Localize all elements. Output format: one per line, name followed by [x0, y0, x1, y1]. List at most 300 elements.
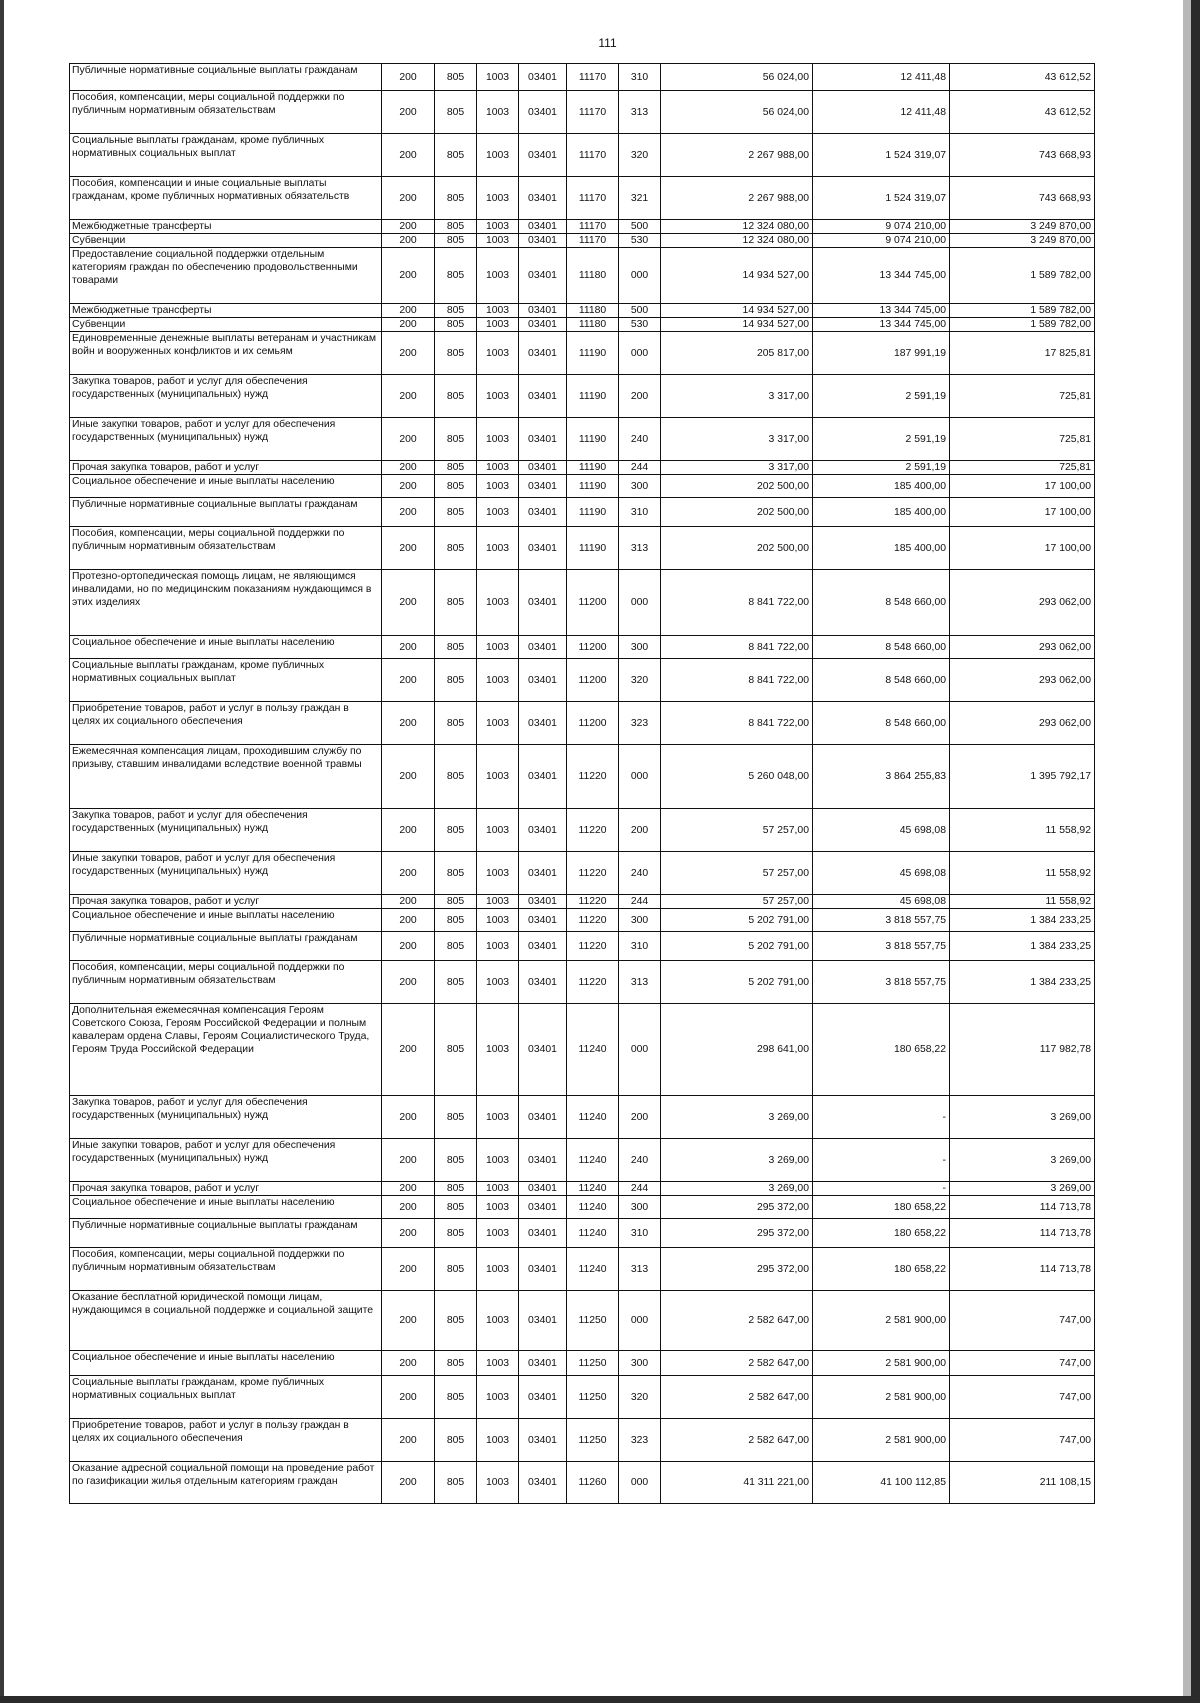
row-code-direction: 11170 — [567, 64, 619, 91]
row-code-section: 805 — [435, 570, 477, 636]
row-code-subsection: 1003 — [477, 1004, 519, 1096]
table-row — [70, 375, 1095, 418]
row-code-admin: 200 — [382, 318, 435, 332]
row-code-expense-type: 310 — [619, 1219, 661, 1248]
row-code-section: 805 — [435, 248, 477, 304]
row-planned-amount: 298 641,00 — [661, 1004, 813, 1096]
row-code-admin: 200 — [382, 1139, 435, 1182]
table-row — [70, 234, 1095, 248]
row-remaining-amount: 747,00 — [950, 1419, 1095, 1462]
row-code-subsection: 1003 — [477, 177, 519, 220]
row-code-admin: 200 — [382, 745, 435, 809]
row-executed-amount: 9 074 210,00 — [813, 220, 950, 234]
row-code-direction: 11220 — [567, 745, 619, 809]
row-code-expense-type: 323 — [619, 702, 661, 745]
row-remaining-amount: 117 982,78 — [950, 1004, 1095, 1096]
row-executed-amount: - — [813, 1096, 950, 1139]
row-code-section: 805 — [435, 234, 477, 248]
row-code-expense-type: 300 — [619, 1351, 661, 1376]
row-name: Закупка товаров, работ и услуг для обеспечения государственных (муниципальных) нужд — [70, 809, 382, 852]
row-code-direction: 11190 — [567, 461, 619, 475]
row-code-admin: 200 — [382, 702, 435, 745]
row-code-direction: 11240 — [567, 1139, 619, 1182]
table-row — [70, 1376, 1095, 1419]
table-row — [70, 1291, 1095, 1351]
row-code-section: 805 — [435, 702, 477, 745]
row-code-direction: 11190 — [567, 527, 619, 570]
row-code-expense-type: 000 — [619, 570, 661, 636]
row-code-direction: 11220 — [567, 809, 619, 852]
row-executed-amount: 45 698,08 — [813, 852, 950, 895]
row-planned-amount: 5 202 791,00 — [661, 932, 813, 961]
row-code-direction: 11200 — [567, 570, 619, 636]
row-code-subsection: 1003 — [477, 527, 519, 570]
row-code-subsection: 1003 — [477, 461, 519, 475]
row-code-program: 03401 — [519, 418, 567, 461]
row-name: Публичные нормативные социальные выплаты гражданам — [70, 1219, 382, 1248]
row-code-section: 805 — [435, 1419, 477, 1462]
row-code-expense-type: 000 — [619, 1291, 661, 1351]
row-code-program: 03401 — [519, 932, 567, 961]
table-row — [70, 1219, 1095, 1248]
row-code-section: 805 — [435, 1219, 477, 1248]
row-name: Приобретение товаров, работ и услуг в пользу граждан в целях их социального обеспечения — [70, 702, 382, 745]
row-code-section: 805 — [435, 318, 477, 332]
row-planned-amount: 8 841 722,00 — [661, 570, 813, 636]
row-code-program: 03401 — [519, 1248, 567, 1291]
row-executed-amount: 2 591,19 — [813, 418, 950, 461]
row-planned-amount: 56 024,00 — [661, 64, 813, 91]
row-code-expense-type: 300 — [619, 636, 661, 659]
row-code-subsection: 1003 — [477, 961, 519, 1004]
table-row — [70, 895, 1095, 909]
row-executed-amount: 12 411,48 — [813, 91, 950, 134]
row-code-program: 03401 — [519, 64, 567, 91]
row-code-section: 805 — [435, 304, 477, 318]
table-row — [70, 636, 1095, 659]
row-planned-amount: 202 500,00 — [661, 498, 813, 527]
row-code-admin: 200 — [382, 461, 435, 475]
row-code-direction: 11250 — [567, 1291, 619, 1351]
row-code-expense-type: 240 — [619, 418, 661, 461]
row-remaining-amount: 3 249 870,00 — [950, 220, 1095, 234]
row-code-subsection: 1003 — [477, 895, 519, 909]
row-planned-amount: 2 267 988,00 — [661, 177, 813, 220]
row-name: Социальное обеспечение и иные выплаты населению — [70, 1196, 382, 1219]
row-remaining-amount: 1 589 782,00 — [950, 304, 1095, 318]
row-remaining-amount: 3 269,00 — [950, 1096, 1095, 1139]
row-executed-amount: 2 591,19 — [813, 375, 950, 418]
row-code-direction: 11190 — [567, 375, 619, 418]
row-code-expense-type: 320 — [619, 134, 661, 177]
row-code-program: 03401 — [519, 1182, 567, 1196]
row-remaining-amount: 11 558,92 — [950, 809, 1095, 852]
row-code-admin: 200 — [382, 961, 435, 1004]
row-executed-amount: 41 100 112,85 — [813, 1462, 950, 1504]
row-code-direction: 11170 — [567, 220, 619, 234]
table-row — [70, 475, 1095, 498]
row-code-direction: 11190 — [567, 418, 619, 461]
row-code-expense-type: 300 — [619, 1196, 661, 1219]
row-name: Пособия, компенсации, меры социальной поддержки по публичным нормативным обязательствам — [70, 527, 382, 570]
row-code-program: 03401 — [519, 702, 567, 745]
row-code-direction: 11170 — [567, 177, 619, 220]
row-code-subsection: 1003 — [477, 418, 519, 461]
row-planned-amount: 8 841 722,00 — [661, 659, 813, 702]
table-row — [70, 248, 1095, 304]
row-code-subsection: 1003 — [477, 702, 519, 745]
row-name: Приобретение товаров, работ и услуг в пользу граждан в целях их социального обеспечения — [70, 1419, 382, 1462]
row-code-expense-type: 310 — [619, 64, 661, 91]
row-code-program: 03401 — [519, 248, 567, 304]
row-code-admin: 200 — [382, 809, 435, 852]
row-executed-amount: 1 524 319,07 — [813, 134, 950, 177]
row-code-direction: 11240 — [567, 1096, 619, 1139]
row-planned-amount: 295 372,00 — [661, 1248, 813, 1291]
row-code-section: 805 — [435, 852, 477, 895]
row-code-admin: 200 — [382, 636, 435, 659]
row-name: Дополнительная ежемесячная компенсация Героям Советского Союза, Героям Российской Федерации и полным кавалерам ордена Славы, Героям Социалистического Труда, Героям Труда Российской Федерации — [70, 1004, 382, 1096]
table-row — [70, 134, 1095, 177]
row-code-program: 03401 — [519, 659, 567, 702]
row-name: Иные закупки товаров, работ и услуг для обеспечения государственных (муниципальных) нужд — [70, 418, 382, 461]
table-row — [70, 1182, 1095, 1196]
row-code-direction: 11200 — [567, 636, 619, 659]
row-code-section: 805 — [435, 1462, 477, 1504]
row-code-program: 03401 — [519, 1096, 567, 1139]
row-executed-amount: 2 581 900,00 — [813, 1376, 950, 1419]
row-code-admin: 200 — [382, 234, 435, 248]
row-code-admin: 200 — [382, 1004, 435, 1096]
row-code-direction: 11190 — [567, 332, 619, 375]
row-code-section: 805 — [435, 961, 477, 1004]
row-code-admin: 200 — [382, 570, 435, 636]
row-code-expense-type: 300 — [619, 475, 661, 498]
row-code-subsection: 1003 — [477, 909, 519, 932]
row-remaining-amount: 293 062,00 — [950, 636, 1095, 659]
table-row — [70, 1096, 1095, 1139]
row-code-direction: 11170 — [567, 91, 619, 134]
row-planned-amount: 295 372,00 — [661, 1196, 813, 1219]
row-code-expense-type: 500 — [619, 304, 661, 318]
row-code-section: 805 — [435, 332, 477, 375]
row-code-section: 805 — [435, 418, 477, 461]
row-code-program: 03401 — [519, 1139, 567, 1182]
table-row — [70, 702, 1095, 745]
row-code-direction: 11220 — [567, 961, 619, 1004]
row-code-subsection: 1003 — [477, 1351, 519, 1376]
row-code-expense-type: 244 — [619, 461, 661, 475]
row-planned-amount: 57 257,00 — [661, 809, 813, 852]
row-code-subsection: 1003 — [477, 248, 519, 304]
row-code-admin: 200 — [382, 1219, 435, 1248]
row-code-section: 805 — [435, 745, 477, 809]
row-planned-amount: 3 269,00 — [661, 1096, 813, 1139]
row-remaining-amount: 211 108,15 — [950, 1462, 1095, 1504]
row-code-admin: 200 — [382, 177, 435, 220]
row-code-section: 805 — [435, 659, 477, 702]
row-name: Иные закупки товаров, работ и услуг для обеспечения государственных (муниципальных) нужд — [70, 852, 382, 895]
row-name: Социальное обеспечение и иные выплаты населению — [70, 475, 382, 498]
row-name: Пособия, компенсации, меры социальной поддержки по публичным нормативным обязательствам — [70, 1248, 382, 1291]
row-name: Публичные нормативные социальные выплаты гражданам — [70, 932, 382, 961]
row-name: Публичные нормативные социальные выплаты гражданам — [70, 498, 382, 527]
row-remaining-amount: 747,00 — [950, 1351, 1095, 1376]
table-row — [70, 1004, 1095, 1096]
row-code-direction: 11240 — [567, 1219, 619, 1248]
table-row — [70, 1462, 1095, 1504]
row-remaining-amount: 17 825,81 — [950, 332, 1095, 375]
row-code-section: 805 — [435, 177, 477, 220]
row-code-subsection: 1003 — [477, 1376, 519, 1419]
row-executed-amount: 2 581 900,00 — [813, 1291, 950, 1351]
row-code-section: 805 — [435, 220, 477, 234]
row-code-program: 03401 — [519, 220, 567, 234]
row-planned-amount: 41 311 221,00 — [661, 1462, 813, 1504]
row-executed-amount: 3 818 557,75 — [813, 932, 950, 961]
row-planned-amount: 202 500,00 — [661, 527, 813, 570]
row-remaining-amount: 114 713,78 — [950, 1196, 1095, 1219]
row-name: Закупка товаров, работ и услуг для обеспечения государственных (муниципальных) нужд — [70, 1096, 382, 1139]
row-executed-amount: 9 074 210,00 — [813, 234, 950, 248]
row-code-expense-type: 000 — [619, 332, 661, 375]
row-code-program: 03401 — [519, 318, 567, 332]
table-row — [70, 461, 1095, 475]
row-planned-amount: 56 024,00 — [661, 91, 813, 134]
row-code-program: 03401 — [519, 1196, 567, 1219]
row-code-admin: 200 — [382, 909, 435, 932]
row-code-section: 805 — [435, 809, 477, 852]
row-executed-amount: 185 400,00 — [813, 475, 950, 498]
row-code-program: 03401 — [519, 1376, 567, 1419]
row-remaining-amount: 293 062,00 — [950, 702, 1095, 745]
row-code-subsection: 1003 — [477, 809, 519, 852]
row-code-section: 805 — [435, 932, 477, 961]
row-executed-amount: 187 991,19 — [813, 332, 950, 375]
row-code-admin: 200 — [382, 852, 435, 895]
row-code-subsection: 1003 — [477, 134, 519, 177]
row-code-direction: 11240 — [567, 1196, 619, 1219]
row-code-direction: 11190 — [567, 498, 619, 527]
row-planned-amount: 12 324 080,00 — [661, 234, 813, 248]
row-code-direction: 11250 — [567, 1351, 619, 1376]
row-code-program: 03401 — [519, 134, 567, 177]
row-code-direction: 11260 — [567, 1462, 619, 1504]
row-planned-amount: 14 934 527,00 — [661, 248, 813, 304]
row-code-expense-type: 313 — [619, 527, 661, 570]
row-executed-amount: 8 548 660,00 — [813, 570, 950, 636]
row-code-program: 03401 — [519, 1351, 567, 1376]
row-planned-amount: 295 372,00 — [661, 1219, 813, 1248]
row-name: Оказание адресной социальной помощи на проведение работ по газификации жилья отдельным категориям граждан — [70, 1462, 382, 1504]
table-row — [70, 64, 1095, 91]
table-row — [70, 1196, 1095, 1219]
scan-edge-right-shadow — [1183, 0, 1191, 1703]
row-code-direction: 11180 — [567, 318, 619, 332]
row-executed-amount: 3 818 557,75 — [813, 909, 950, 932]
row-executed-amount: 180 658,22 — [813, 1196, 950, 1219]
table-row — [70, 1139, 1095, 1182]
table-row — [70, 961, 1095, 1004]
row-code-direction: 11250 — [567, 1419, 619, 1462]
row-code-subsection: 1003 — [477, 659, 519, 702]
row-code-admin: 200 — [382, 498, 435, 527]
row-code-direction: 11240 — [567, 1004, 619, 1096]
row-executed-amount: 45 698,08 — [813, 809, 950, 852]
row-code-section: 805 — [435, 134, 477, 177]
table-row — [70, 659, 1095, 702]
row-code-expense-type: 300 — [619, 909, 661, 932]
row-code-program: 03401 — [519, 1219, 567, 1248]
row-code-program: 03401 — [519, 332, 567, 375]
row-planned-amount: 3 269,00 — [661, 1139, 813, 1182]
row-code-admin: 200 — [382, 418, 435, 461]
row-name: Закупка товаров, работ и услуг для обеспечения государственных (муниципальных) нужд — [70, 375, 382, 418]
table-row — [70, 1248, 1095, 1291]
row-code-subsection: 1003 — [477, 91, 519, 134]
row-executed-amount: 2 591,19 — [813, 461, 950, 475]
row-code-direction: 11220 — [567, 852, 619, 895]
row-name: Единовременные денежные выплаты ветеранам и участникам войн и вооруженных конфликтов и их семьям — [70, 332, 382, 375]
row-name: Публичные нормативные социальные выплаты гражданам — [70, 64, 382, 91]
row-executed-amount: 180 658,22 — [813, 1248, 950, 1291]
row-code-subsection: 1003 — [477, 745, 519, 809]
row-code-section: 805 — [435, 1248, 477, 1291]
row-executed-amount: 8 548 660,00 — [813, 702, 950, 745]
row-planned-amount: 8 841 722,00 — [661, 636, 813, 659]
row-code-program: 03401 — [519, 745, 567, 809]
page-number: 111 — [598, 36, 617, 50]
row-code-expense-type: 313 — [619, 91, 661, 134]
row-name: Пособия, компенсации, меры социальной поддержки по публичным нормативным обязательствам — [70, 961, 382, 1004]
row-name: Социальное обеспечение и иные выплаты населению — [70, 1351, 382, 1376]
row-code-program: 03401 — [519, 1291, 567, 1351]
row-executed-amount: 2 581 900,00 — [813, 1419, 950, 1462]
row-code-expense-type: 200 — [619, 1096, 661, 1139]
row-code-admin: 200 — [382, 1182, 435, 1196]
row-code-expense-type: 200 — [619, 809, 661, 852]
row-code-direction: 11200 — [567, 702, 619, 745]
row-code-subsection: 1003 — [477, 852, 519, 895]
row-remaining-amount: 3 269,00 — [950, 1139, 1095, 1182]
row-planned-amount: 57 257,00 — [661, 852, 813, 895]
row-name: Субвенции — [70, 234, 382, 248]
row-code-subsection: 1003 — [477, 1196, 519, 1219]
row-code-section: 805 — [435, 895, 477, 909]
row-name: Оказание бесплатной юридической помощи лицам, нуждающимся в социальной поддержке и социальной защите — [70, 1291, 382, 1351]
row-code-admin: 200 — [382, 475, 435, 498]
row-code-subsection: 1003 — [477, 318, 519, 332]
row-remaining-amount: 43 612,52 — [950, 64, 1095, 91]
row-code-expense-type: 530 — [619, 318, 661, 332]
row-code-admin: 200 — [382, 1351, 435, 1376]
row-executed-amount: 185 400,00 — [813, 498, 950, 527]
row-remaining-amount: 725,81 — [950, 418, 1095, 461]
row-code-admin: 200 — [382, 1096, 435, 1139]
row-name: Социальные выплаты гражданам, кроме публичных нормативных социальных выплат — [70, 134, 382, 177]
table-row — [70, 418, 1095, 461]
row-code-admin: 200 — [382, 304, 435, 318]
table-row — [70, 318, 1095, 332]
row-executed-amount: 2 581 900,00 — [813, 1351, 950, 1376]
table-row — [70, 1351, 1095, 1376]
table-row — [70, 1419, 1095, 1462]
row-code-subsection: 1003 — [477, 1219, 519, 1248]
row-code-subsection: 1003 — [477, 332, 519, 375]
row-code-subsection: 1003 — [477, 475, 519, 498]
row-code-program: 03401 — [519, 177, 567, 220]
row-name: Ежемесячная компенсация лицам, проходившим службу по призыву, ставшим инвалидами вследствие военной травмы — [70, 745, 382, 809]
row-code-direction: 11220 — [567, 895, 619, 909]
row-code-subsection: 1003 — [477, 234, 519, 248]
row-code-admin: 200 — [382, 527, 435, 570]
row-code-admin: 200 — [382, 1248, 435, 1291]
row-name: Межбюджетные трансферты — [70, 304, 382, 318]
row-name: Социальные выплаты гражданам, кроме публичных нормативных социальных выплат — [70, 1376, 382, 1419]
row-remaining-amount: 1 589 782,00 — [950, 248, 1095, 304]
row-code-program: 03401 — [519, 1419, 567, 1462]
row-remaining-amount: 43 612,52 — [950, 91, 1095, 134]
table-row — [70, 909, 1095, 932]
row-code-expense-type: 240 — [619, 1139, 661, 1182]
row-remaining-amount: 747,00 — [950, 1376, 1095, 1419]
row-remaining-amount: 1 589 782,00 — [950, 318, 1095, 332]
row-code-admin: 200 — [382, 220, 435, 234]
row-planned-amount: 3 317,00 — [661, 418, 813, 461]
table-row — [70, 332, 1095, 375]
row-executed-amount: 180 658,22 — [813, 1004, 950, 1096]
row-remaining-amount: 11 558,92 — [950, 852, 1095, 895]
row-code-subsection: 1003 — [477, 570, 519, 636]
row-code-subsection: 1003 — [477, 375, 519, 418]
row-code-subsection: 1003 — [477, 304, 519, 318]
row-remaining-amount: 743 668,93 — [950, 177, 1095, 220]
row-code-section: 805 — [435, 475, 477, 498]
row-code-program: 03401 — [519, 498, 567, 527]
row-code-section: 805 — [435, 1182, 477, 1196]
row-code-subsection: 1003 — [477, 1139, 519, 1182]
row-name: Субвенции — [70, 318, 382, 332]
row-code-admin: 200 — [382, 1376, 435, 1419]
row-code-admin: 200 — [382, 1462, 435, 1504]
row-executed-amount: 13 344 745,00 — [813, 304, 950, 318]
row-planned-amount: 12 324 080,00 — [661, 220, 813, 234]
row-code-subsection: 1003 — [477, 1248, 519, 1291]
row-planned-amount: 5 202 791,00 — [661, 909, 813, 932]
scan-edge-bottom — [0, 1696, 1200, 1703]
row-planned-amount: 57 257,00 — [661, 895, 813, 909]
table-row — [70, 91, 1095, 134]
row-name: Иные закупки товаров, работ и услуг для обеспечения государственных (муниципальных) нужд — [70, 1139, 382, 1182]
row-code-subsection: 1003 — [477, 636, 519, 659]
row-code-direction: 11170 — [567, 234, 619, 248]
row-code-program: 03401 — [519, 91, 567, 134]
row-code-subsection: 1003 — [477, 498, 519, 527]
row-remaining-amount: 3 269,00 — [950, 1182, 1095, 1196]
row-planned-amount: 3 317,00 — [661, 375, 813, 418]
row-code-subsection: 1003 — [477, 1419, 519, 1462]
row-planned-amount: 2 582 647,00 — [661, 1351, 813, 1376]
row-code-expense-type: 000 — [619, 248, 661, 304]
row-code-admin: 200 — [382, 895, 435, 909]
row-remaining-amount: 11 558,92 — [950, 895, 1095, 909]
row-code-expense-type: 244 — [619, 895, 661, 909]
budget-table — [69, 63, 1095, 1504]
row-executed-amount: - — [813, 1139, 950, 1182]
row-code-program: 03401 — [519, 909, 567, 932]
row-remaining-amount: 17 100,00 — [950, 527, 1095, 570]
row-name: Прочая закупка товаров, работ и услуг — [70, 1182, 382, 1196]
